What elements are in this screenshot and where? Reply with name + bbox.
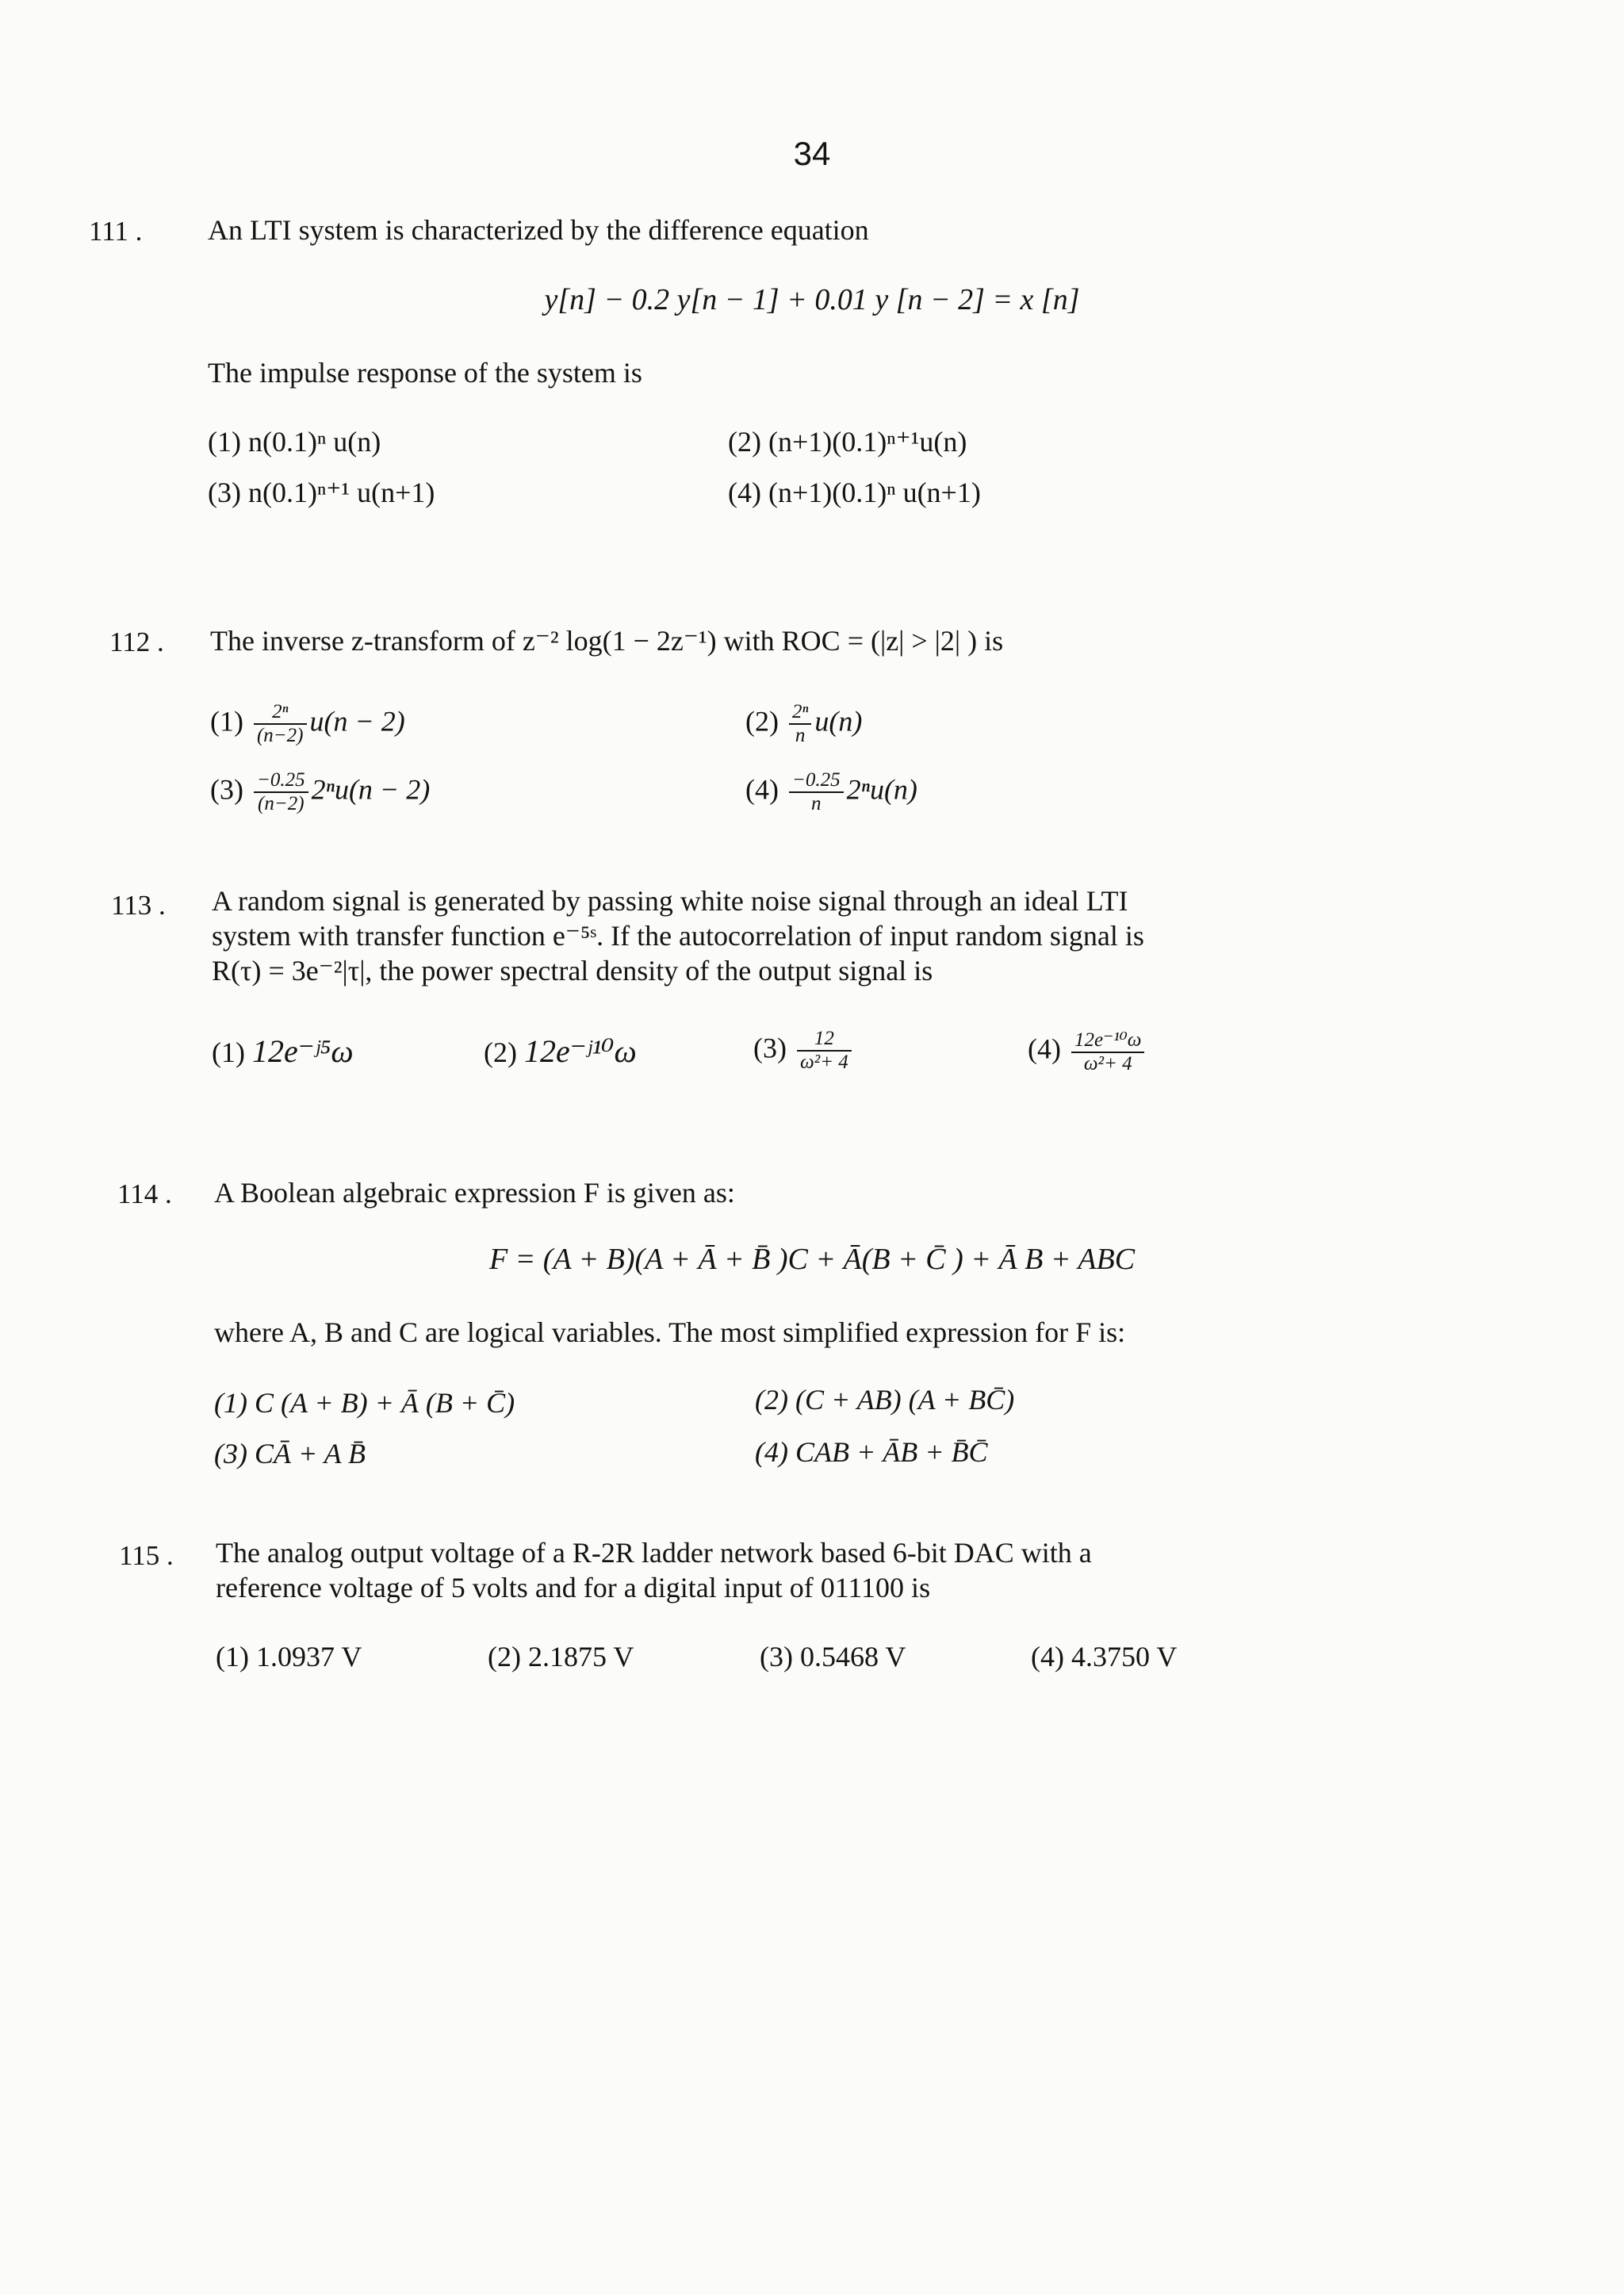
- question-stem-line: reference voltage of 5 volts and for a digital input of 011100 is: [216, 1572, 931, 1603]
- fraction: [789, 701, 811, 747]
- question-number: 115 .: [119, 1540, 174, 1571]
- option-4[interactable]: (4) (n+1)(0.1)ⁿ u(n+1): [728, 477, 981, 508]
- denominator: ω²+ 4: [797, 1050, 852, 1074]
- option-4[interactable]: (4) 4.3750 V: [1031, 1641, 1178, 1672]
- question-stem-line: The analog output voltage of a R-2R ladder network based 6-bit DAC with a: [216, 1537, 1092, 1569]
- option-1[interactable]: [210, 701, 405, 747]
- option-expression: 2ⁿu(n): [846, 773, 917, 806]
- fraction: [254, 769, 308, 815]
- option-3[interactable]: (3) CĀ + A B̄: [214, 1438, 366, 1469]
- question-number: 113 .: [111, 890, 166, 921]
- question-number: 114 .: [117, 1178, 172, 1209]
- option-2[interactable]: (2) (n+1)(0.1)ⁿ⁺¹u(n): [728, 426, 967, 458]
- fraction: [254, 701, 307, 747]
- option-2[interactable]: [484, 1033, 637, 1070]
- question-prompt: The impulse response of the system is: [208, 357, 642, 389]
- numerator: 2ⁿ: [791, 701, 809, 722]
- difference-equation: y[n] − 0.2 y[n − 1] + 0.01 y [n − 2] = x [n]: [544, 283, 1080, 316]
- option-3[interactable]: [210, 769, 430, 815]
- option-label: (1): [210, 705, 243, 738]
- question-number: 112 .: [109, 626, 164, 657]
- option-label: (1): [212, 1036, 245, 1068]
- option-4[interactable]: (4) CAB + ĀB + B̄C̄: [755, 1436, 988, 1468]
- option-label: (2): [484, 1036, 517, 1068]
- page-number: 34: [793, 135, 831, 172]
- option-1[interactable]: [212, 1033, 354, 1070]
- option-expression: u(n): [814, 705, 863, 738]
- option-label: (4): [745, 773, 779, 806]
- denominator: ω²+ 4: [1071, 1052, 1144, 1075]
- denominator: n: [789, 791, 844, 815]
- option-label: (3): [753, 1032, 787, 1064]
- denominator: n: [789, 723, 811, 747]
- option-3[interactable]: [753, 1028, 855, 1074]
- numerator: 2ⁿ: [272, 701, 289, 722]
- option-label: (3): [210, 773, 243, 806]
- option-expression: u(n − 2): [309, 705, 405, 738]
- numerator: 12e⁻¹⁰ω: [1074, 1029, 1142, 1051]
- question-prompt: where A, B and C are logical variables. The most simplified expression for F is:: [214, 1316, 1126, 1348]
- option-expression: 2ⁿu(n − 2): [311, 773, 431, 806]
- option-2[interactable]: (2) (C + AB) (A + BC̄): [755, 1384, 1015, 1416]
- option-4[interactable]: [745, 769, 917, 815]
- option-expression: 12e⁻ʲ⁵ω: [251, 1033, 354, 1069]
- question-stem: The inverse z-transform of z⁻² log(1 − 2z⁻¹) with ROC = (|z| > |2| ) is: [210, 625, 1004, 657]
- question-stem-line: system with transfer function e⁻⁵ˢ. If the autocorrelation of input random signal is: [212, 920, 1144, 952]
- option-expression: 12e⁻ʲ¹⁰ω: [523, 1033, 637, 1069]
- option-3[interactable]: (3) 0.5468 V: [760, 1641, 906, 1672]
- option-label: (4): [1028, 1033, 1061, 1065]
- option-1[interactable]: (1) 1.0937 V: [216, 1641, 362, 1672]
- numerator: −0.25: [791, 769, 841, 791]
- fraction: [797, 1028, 852, 1074]
- numerator: 12: [814, 1028, 834, 1049]
- denominator: (n−2): [254, 791, 308, 815]
- option-2[interactable]: [745, 701, 862, 747]
- option-3[interactable]: (3) n(0.1)ⁿ⁺¹ u(n+1): [208, 477, 435, 508]
- option-1[interactable]: (1) n(0.1)ⁿ u(n): [208, 426, 381, 458]
- option-label: (2): [745, 705, 779, 738]
- option-4[interactable]: [1028, 1028, 1147, 1075]
- option-1[interactable]: (1) C (A + B) + Ā (B + C̄): [214, 1387, 515, 1419]
- question-stem: A Boolean algebraic expression F is given as:: [214, 1177, 735, 1209]
- question-stem-line: A random signal is generated by passing white noise signal through an ideal LTI: [212, 885, 1128, 917]
- boolean-expression: F = (A + B)(A + Ā + B̄ )C + Ā(B + C̄ ) + Ā B + ABC: [488, 1243, 1136, 1276]
- option-2[interactable]: (2) 2.1875 V: [488, 1641, 634, 1672]
- fraction: [789, 769, 844, 815]
- denominator: (n−2): [254, 723, 307, 747]
- fraction: [1071, 1028, 1144, 1075]
- question-stem: An LTI system is characterized by the difference equation: [208, 214, 869, 246]
- question-number: 111 .: [89, 216, 143, 247]
- numerator: −0.25: [256, 769, 305, 791]
- question-stem-line: R(τ) = 3e⁻²|τ|, the power spectral density of the output signal is: [212, 955, 933, 987]
